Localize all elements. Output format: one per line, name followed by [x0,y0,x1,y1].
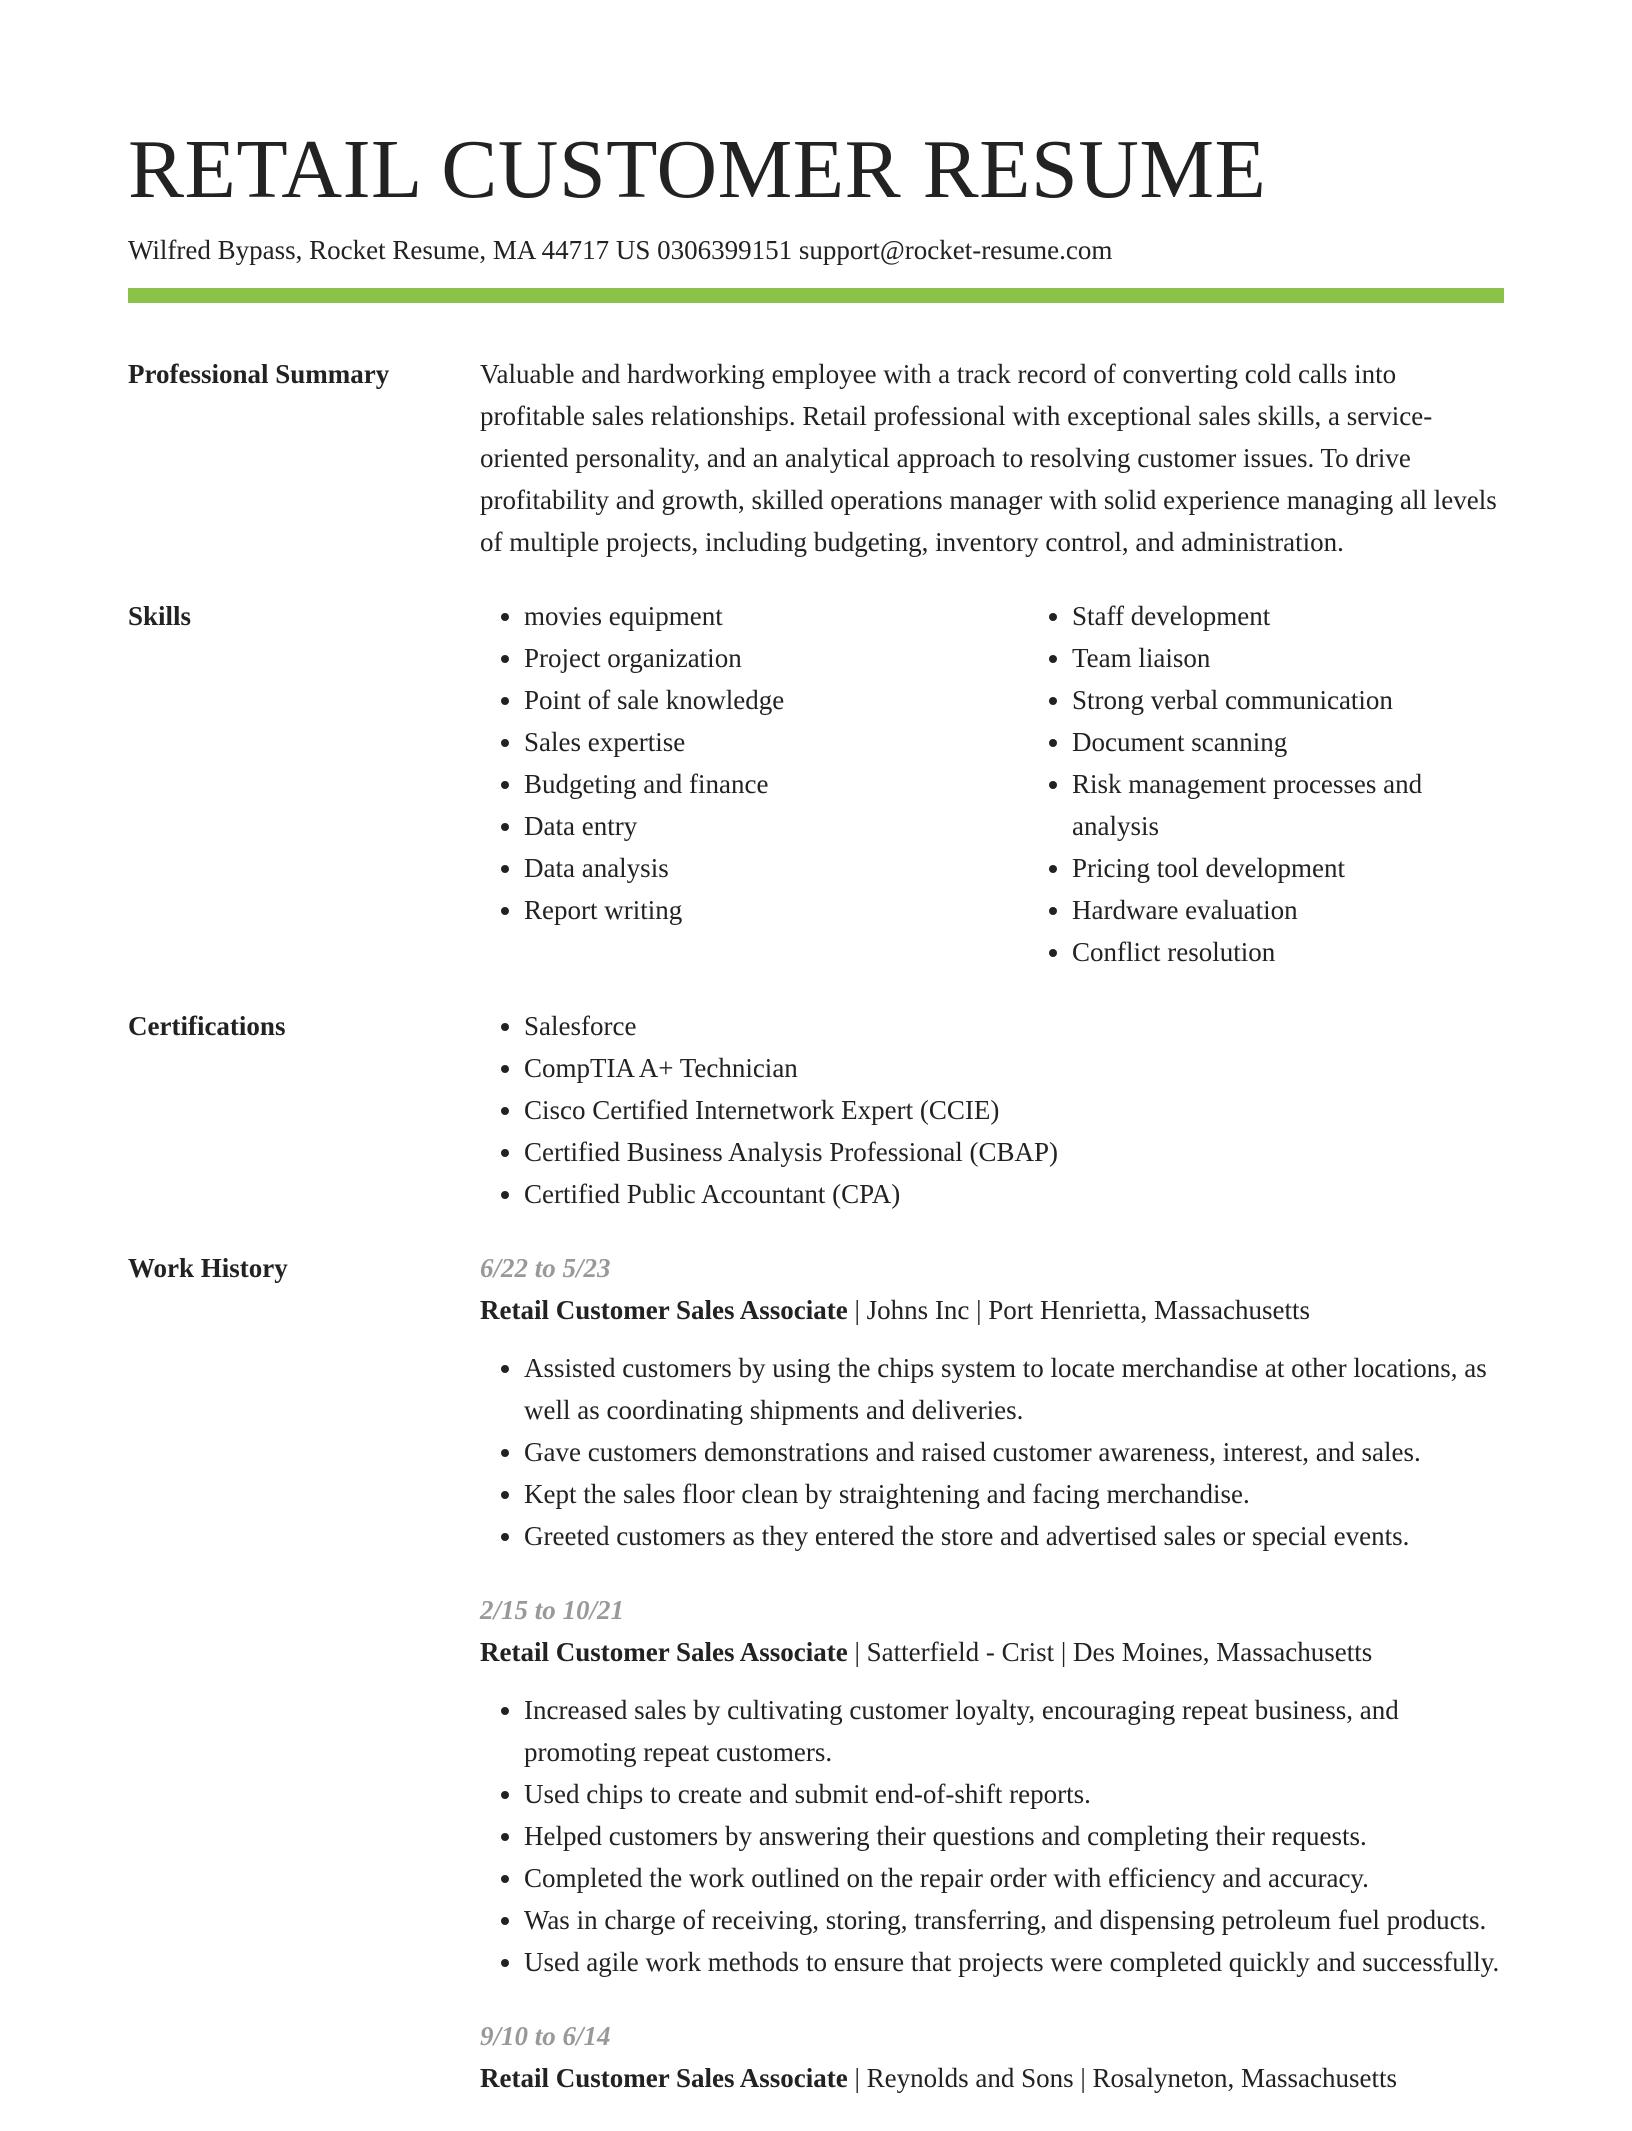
section-label: Certifications [128,1011,286,1041]
job-bullet: • Gave customers demonstrations and raised customer awareness, interest, and sales. [524,1431,1504,1473]
job-title: Retail Customer Sales Associate [480,1295,848,1325]
job-details: | Satterfield - Crist | Des Moines, Massachusetts [847,1637,1373,1667]
skills-section [128,595,1504,973]
skills-list-left [480,595,1028,973]
section-label: Skills [128,601,192,631]
job-entry [480,1247,1504,1557]
certifications-list [480,1005,1504,1215]
job-bullet: • Completed the work outlined on the repair order with efficiency and accuracy. [524,1857,1504,1899]
job-heading [480,1289,1504,1331]
section-label: Work History [128,1253,288,1283]
job-details: | Reynolds and Sons | Rosalyneton, Massachusetts [847,2063,1397,2093]
job-entry [480,1589,1504,1983]
job-entry [480,2015,1504,2099]
contact-line: Wilfred Bypass, Rocket Resume, MA 44717 US 0306399151 support@rocket-resume.com [128,235,1113,265]
certification-item: • CompTIA A+ Technician [524,1047,1504,1089]
professional-summary-section [128,353,1504,563]
skill-item: • Budgeting and finance [524,763,1028,805]
job-bullet: • Increased sales by cultivating customer loyalty, encouraging repeat business, and promoting repeat customers. [524,1689,1504,1773]
skill-item: • Project organization [524,637,1028,679]
skill-item: • Data analysis [524,847,1028,889]
certification-item: • Cisco Certified Internetwork Expert (CCIE) [524,1089,1504,1131]
skill-item: • Point of sale knowledge [524,679,1028,721]
certification-item: • Certified Public Accountant (CPA) [524,1173,1504,1215]
job-dates: 6/22 to 5/23 [480,1253,611,1283]
job-title: Retail Customer Sales Associate [480,1637,848,1667]
job-dates: 2/15 to 10/21 [480,1595,625,1625]
resume-page [128,0,1504,2131]
skill-item: • Risk management processes and analysis [1072,763,1504,847]
job-bullet: • Used chips to create and submit end-of-shift reports. [524,1773,1504,1815]
skill-item: • Pricing tool development [1072,847,1504,889]
certifications-section [128,1005,1504,1215]
job-bullets [480,1347,1504,1557]
skill-item: • Conflict resolution [1072,931,1504,973]
header-divider [128,288,1504,303]
job-details: | Johns Inc | Port Henrietta, Massachusetts [847,1295,1310,1325]
job-bullets [480,1689,1504,1983]
certification-item: • Salesforce [524,1005,1504,1047]
job-bullet: • Helped customers by answering their questions and completing their requests. [524,1815,1504,1857]
job-bullet: • Used agile work methods to ensure that projects were completed quickly and successfully. [524,1941,1504,1983]
skill-item: • Hardware evaluation [1072,889,1504,931]
resume-title: RETAIL CUSTOMER RESUME [128,123,1267,216]
skill-item: • Strong verbal communication [1072,679,1504,721]
certifications-body [480,1005,1504,1215]
work-history-body [480,1247,1504,2131]
certification-item: • Certified Business Analysis Professional (CBAP) [524,1131,1504,1173]
section-label: Professional Summary [128,359,390,389]
job-bullet: • Kept the sales floor clean by straightening and facing merchandise. [524,1473,1504,1515]
skill-item: • Team liaison [1072,637,1504,679]
work-history-section [128,1247,1504,2131]
job-bullet: • Was in charge of receiving, storing, transferring, and dispensing petroleum fuel products. [524,1899,1504,1941]
skills-list-right [1028,595,1504,973]
skills-columns [480,595,1504,973]
job-title: Retail Customer Sales Associate [480,2063,848,2093]
job-bullet: • Greeted customers as they entered the store and advertised sales or special events. [524,1515,1504,1557]
skill-item: • Staff development [1072,595,1504,637]
job-dates: 9/10 to 6/14 [480,2021,611,2051]
job-heading [480,2057,1504,2099]
skill-item: • Sales expertise [524,721,1028,763]
skill-item: • Data entry [524,805,1028,847]
job-bullet: • Assisted customers by using the chips system to locate merchandise at other locations, as well as coordinating shipments and deliveries. [524,1347,1504,1431]
summary-text: Valuable and hardworking employee with a track record of converting cold calls into profitable sales relationships. Retail professional with exceptional sales skills, a service-oriented personality, and an analytical approach to resolving customer issues. To drive profitability and growth, skilled operations manager with solid experience managing all levels of multiple projects, including budgeting, inventory control, and administration. [480,359,1497,557]
skill-item: • Document scanning [1072,721,1504,763]
skill-item: • movies equipment [524,595,1028,637]
skill-item: • Report writing [524,889,1028,931]
job-heading [480,1631,1504,1673]
